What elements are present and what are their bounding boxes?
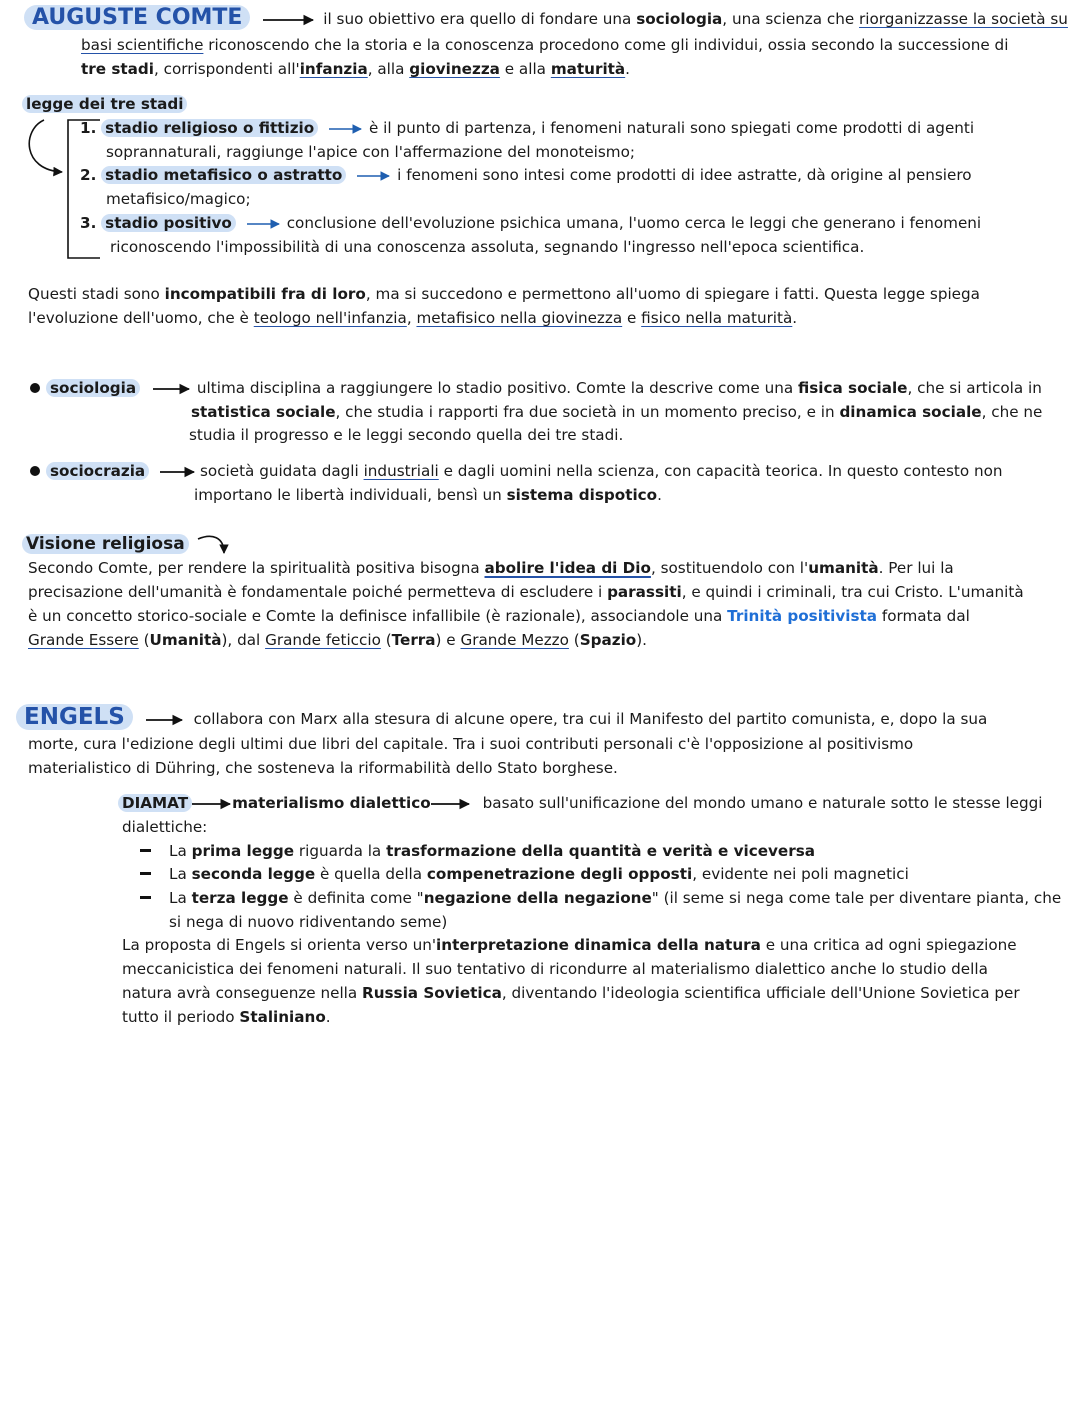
stage-2-name: stadio metafisico o astratto xyxy=(101,166,346,184)
sociologia-item: sociologia ultima disciplina a raggiungere lo stadio positivo. Comte la descrive come una fisica sociale, che si articola in statistica sociale, che studia i rapporti fra due società in un momento preciso, e in dinamica sociale, che ne studia il progresso e le leggi secondo quella dei tre stadi. xyxy=(0,376,1080,452)
comte-section xyxy=(0,0,1080,90)
comte-intro-line2: basi scientifiche riconoscendo che la storia e la conoscenza procedono come gli individui, ossia secondo la successione di xyxy=(81,36,1009,54)
arrow-icon xyxy=(245,218,281,230)
diamat-label: DIAMAT xyxy=(118,794,192,812)
arrow-icon xyxy=(144,714,184,726)
stage-1-line2: soprannaturali, raggiunge l'apice con l'affermazione del monoteismo; xyxy=(106,143,636,161)
arrow-icon xyxy=(192,798,232,810)
dash-icon xyxy=(140,896,151,899)
diamat-term: materialismo dialettico xyxy=(232,794,431,812)
religion-section: Visione religiosa Secondo Comte, per rendere la spiritualità positiva bisogna abolire l'idea di Dio, sostituendolo con l'umanità. Per lui la precisazione dell'umanità è fondamentale poiché permetteva di escludere i parassiti, e quindi i criminali, tra cui Cristo. L'umanità è un concetto storico-sociale e Comte la definisce infallibile (è razionale), associandole una Trinità positivista formata dal Grande Essere (Umanità), dal Grande feticcio (Terra) e Grande Mezzo (Spazio). xyxy=(0,530,1080,660)
sociologia-label: sociologia xyxy=(46,379,140,397)
dash-icon xyxy=(140,872,151,875)
stage-3-line2: riconoscendo l'impossibilità di una conoscenza assoluta, segnando l'ingresso nell'epoca scientifica. xyxy=(110,238,865,256)
dialectic-law-3: La terza legge è definita come "negazione della negazione" (il seme si nega come tale per diventare pianta, che xyxy=(169,889,1062,907)
comte-intro-line1: il suo obiettivo era quello di fondare una sociologia, una scienza che riorganizzasse la società su xyxy=(323,10,1068,28)
arrow-icon xyxy=(355,170,391,182)
engels-section: ENGELS collabora con Marx alla stesura di alcune opere, tra cui il Manifesto del partito comunista, e, dopo la sua morte, cura l'edizione degli ultimi due libri del capitale. Tra i suoi contributi personali c'è l'opposizione al positivismo materialistico di Dühring, che sosteneva la riformabilità dello Stato borghese. xyxy=(0,700,1080,784)
religion-label: Visione religiosa xyxy=(22,534,189,554)
bullet-icon xyxy=(30,466,40,476)
law-section xyxy=(0,90,1080,270)
stages-note: Questi stadi sono incompatibili fra di loro, ma si succedono e permettono all'uomo di spiegare i fatti. Questa legge spiega l'evoluzione dell'uomo, che è teologo nell'infanzia, metafisico nella giovinezza e fisico nella maturità. xyxy=(28,285,980,327)
dash-icon xyxy=(140,849,151,852)
stage-3-name: stadio positivo xyxy=(101,214,236,232)
engels-title: ENGELS xyxy=(16,704,133,730)
comte-title: AUGUSTE COMTE xyxy=(24,5,250,30)
dialectic-law-2: La seconda legge è quella della compenetrazione degli opposti, evidente nei poli magnetici xyxy=(169,865,909,883)
arrow-icon xyxy=(261,14,315,26)
curved-arrow-icon xyxy=(194,531,232,557)
diamat-section: DIAMAT materialismo dialettico basato sull'unificazione del mondo umano e naturale sotto le stesse leggi dialettiche: La prima legge riguarda la trasformazione della quantità e verità e viceversa La seconda legge è quella della compenetrazione degli opposti, evidente nei poli magnetici La terza legge è definita come "negazione della negazione" (il seme si nega come tale per diventare pianta, che si nega di nuovo ridiventando seme) La proposta di Engels si orienta verso un'interpretazione dinamica della natura e una critica ad ogni spiegazione meccanicistica dei fenomeni naturali. Il suo tentativo di ricondurre al materialismo dialettico anche lo studio della natura avrà conseguenze nella Russia Sovietica, diventando l'ideologia scientifica ufficiale dell'Unione Sovietica per tutto il periodo Staliniano. xyxy=(0,790,1080,1030)
law-label: legge dei tre stadi xyxy=(22,95,187,113)
sociocrazia-item: sociocrazia società guidata dagli industriali e dagli uomini nella scienza, con capacità teorica. In questo contesto non importano le libertà individuali, bensì un sistema dispotico. xyxy=(0,459,1080,511)
stage-2-line2: metafisico/magico; xyxy=(106,190,251,208)
sociocrazia-label: sociocrazia xyxy=(46,462,149,480)
arrow-icon xyxy=(158,466,196,478)
comte-intro-line3: tre stadi, corrispondenti all'infanzia, alla giovinezza e alla maturità. xyxy=(81,60,630,78)
stage-1: 1. stadio religioso o fittizio è il punto di partenza, i fenomeni naturali sono spiegati come prodotti di agenti xyxy=(80,119,975,137)
arrow-icon xyxy=(327,123,363,135)
bullet-icon xyxy=(30,383,40,393)
stage-1-name: stadio religioso o fittizio xyxy=(101,119,318,137)
arrow-icon xyxy=(151,383,191,395)
stage-3: 3. stadio positivo conclusione dell'evoluzione psichica umana, l'uomo cerca le leggi che generano i fenomeni xyxy=(80,214,982,232)
arrow-icon xyxy=(431,798,471,810)
dialectic-law-1: La prima legge riguarda la trasformazione della quantità e verità e viceversa xyxy=(169,842,815,860)
stage-2: 2. stadio metafisico o astratto i fenomeni sono intesi come prodotti di idee astratte, dà origine al pensiero xyxy=(80,166,972,184)
